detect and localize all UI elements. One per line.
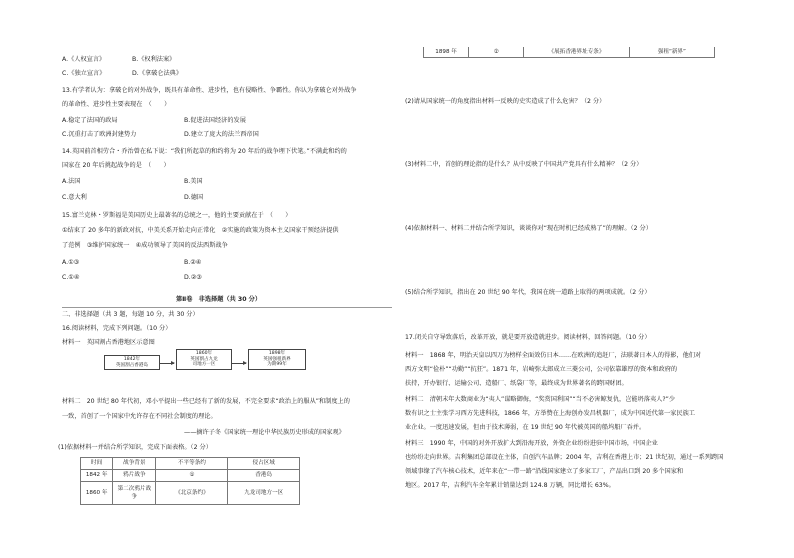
q13-option-b: B.促进法国经济的发展 <box>184 117 246 124</box>
table-cell: 1842 年 <box>81 470 113 482</box>
q13-stem-line2: 的革命性、进步性主要表现在 （ ） <box>62 101 171 108</box>
q13-stem-line1: 13.有学者认为：拿破仑的对外战争，既具有革命性、进步性，也有侵略性、争霸性。你认为拿破仑对外战争 <box>62 87 357 94</box>
table-row <box>81 470 300 482</box>
diagram-box-year: 1842年 <box>123 357 141 362</box>
diagram-box-text: 英国割占九龙 <box>190 356 218 362</box>
q12-option-a: A.《人权宣言》 <box>62 56 106 63</box>
diagram-box-year: 1860年 <box>195 351 213 356</box>
q15-option-a: A.①③ <box>62 259 80 266</box>
table-cell: 1898 年 <box>424 47 469 58</box>
q13-option-c: C.沉重打击了欧洲封建势力 <box>62 131 137 138</box>
diagram-box-text: 英国强租新界 <box>263 356 291 362</box>
diagram-box-1842 <box>104 355 160 370</box>
q14-option-b: B.美国 <box>184 178 203 185</box>
q17-material2-line: 业企业。一度迅速发展，但由于技术薄弱，在 19 世纪 90 年代被英国的船坞船厂吞并。 <box>405 424 646 431</box>
q16-part1-question: (1)依据材料一并结合所学知识，完成下面表格。（2 分） <box>58 444 212 451</box>
part2-divider <box>62 307 392 308</box>
diagram-box-text: 为期99年 <box>267 362 287 367</box>
q14-option-c: C.意大利 <box>62 194 87 201</box>
diagram-box-year: 1898年 <box>268 351 286 356</box>
table-continuation <box>423 47 715 58</box>
table-cell: ① <box>156 470 228 482</box>
diagram-box-1860 <box>176 349 232 370</box>
table-header-row <box>81 458 300 470</box>
q17-material3-line: 也纷纷走向世界。吉利集团总部设在主体，自创汽车品牌；2004 年，吉利在香港上市；21 世纪初，通过一系列跨国 <box>405 454 724 461</box>
q15-stem-line3: 了范例 ③维护国家统一 ④成功领导了美国的反法西斯战争 <box>62 242 228 249</box>
table-row <box>81 482 300 505</box>
q16-part3-question: (3)材料二中，首创的理论指的是什么？从中反映了中国共产党具有什么精神？（2 分） <box>405 161 643 168</box>
diagram-box-1898 <box>248 349 306 370</box>
table-cell: 《展拓香港界址专条》 <box>524 47 629 58</box>
part2-title: 第Ⅱ卷 非选择题（共 30 分） <box>176 296 262 303</box>
q16-part5-question: (5)结合所学知识，指出在 20 世纪 90 年代，我国在统一道路上取得的两项成就。（2 分） <box>405 289 651 296</box>
q12-option-c: C.《独立宣言》 <box>62 70 106 77</box>
q17-intro: 17.闭关自守导致落后，改革开放，就是要开放造就进步。阅读材料，回答问题。（10 分） <box>405 334 651 341</box>
q14-stem-line1: 14.英国前首相劳合・乔治曾在私下说：“我们所起草的和约将为 20 年后的战争埋下伏笔。”不满此和约的 <box>62 148 347 155</box>
q15-option-b: B.②④ <box>184 259 202 266</box>
diagram-box-text: 英国割占香港岛 <box>115 362 149 368</box>
material2-line1: 材料二 20 世纪 80 年代初，邓小平提出一些已经有了新的发展，不完全要求“政治上的服从”和制度上的 <box>62 398 350 405</box>
q15-stem-line2: ①结束了 20 多年的新政对抗，中美关系开始走向正常化 ②实施的政策为资本主义国家干预经济提供 <box>62 227 339 234</box>
q17-material3-line: 地区。2017 年，吉利汽车全年累计销量达到 124.8 万辆，同比增长 63%。 <box>405 482 615 489</box>
q15-stem-line1: 15.富兰克林・罗斯福是美国历史上最著名的总统之一，他的主要贡献在于 （ ） <box>62 212 292 219</box>
section2-heading: 二、非选择题（共 3 题，每题 10 分，共 30 分） <box>62 311 199 318</box>
material2-line2: 一致，首创了一个国家中允许存在不同社会制度的理论。 <box>62 413 217 420</box>
table-cell: 九龙司地方一区 <box>228 482 300 505</box>
table-cell: 第二次鸦片战争 <box>113 482 156 505</box>
q16-answer-table <box>80 457 300 505</box>
diagram-box-text: 司地方一区 <box>192 362 216 367</box>
table-cell: 香港岛 <box>228 470 300 482</box>
q17-material1-line: 扶持，开办银行、运输公司、造船厂、纸袋厂等，最终成为世界著名的跨国财团。 <box>405 380 628 387</box>
diagram-arrow <box>160 363 174 364</box>
q15-option-c: C.①④ <box>62 274 80 281</box>
q13-option-d: D.建立了庞大的法兰西帝国 <box>184 131 259 138</box>
q13-option-a: A.稳定了法国的政局 <box>62 117 118 124</box>
q16-part2-question: (2)请从国家统一的角度指出材料一反映的史实造成了什么危害？（2 分） <box>405 98 606 105</box>
table-row <box>424 47 715 58</box>
q14-option-d: D.德国 <box>184 194 204 201</box>
table-header-cell: 战争背景 <box>113 458 156 470</box>
q16-part4-question: (4)依据材料一、材料二并结合所学知识，谈谈你对“现在时机已经成熟了”的理解。（2 分） <box>405 225 652 232</box>
q12-option-b: B.《权利法案》 <box>132 56 176 63</box>
q14-option-a: A.法国 <box>62 178 81 185</box>
q17-material2-line: 数有识之士主张学习西方先进科技，1866 年，方举赞在上海创办发昌机器厂，成为中国近代第一家民族工 <box>405 410 695 417</box>
material2-source: ——摘许子冬《国家统一理论中华民族历史形成的国家观》 <box>184 429 345 436</box>
q17-material3-line: 材料三 1990 年，中国的对外开放扩大到沿海开放，外资企业纷纷进驻中国市场，中国企业 <box>405 440 658 447</box>
q12-option-d: D.《拿破仑法典》 <box>132 70 183 77</box>
q17-material1-line: 材料一 1868 年，明治天皇以四万为榜样全面效仿日本……在欧洲的追赶厂，法联著日本人的得影，他们对 <box>405 352 702 359</box>
table-header-cell: 时间 <box>81 458 113 470</box>
q17-material2-line: 材料二 清朝末年大数商业为“夷人”谋略御侮，“奖赏国利国”“当不必害鲸复仇，岂能坍落夷人?”少 <box>405 396 676 403</box>
table-cell: 1860 年 <box>81 482 113 505</box>
q17-material3-line: 领域事缘了汽车核心技术，近年来在“一带一路”沿线国家建立了多家工厂，产品出口到 20 多个国家和 <box>405 468 684 475</box>
hong-kong-cession-diagram <box>104 349 314 389</box>
table-cell: 《北京条约》 <box>156 482 228 505</box>
table-cell: 鸦片战争 <box>113 470 156 482</box>
table-cell: ② <box>469 47 524 58</box>
q15-option-d: D.②③ <box>184 274 202 281</box>
diagram-arrow <box>232 363 246 364</box>
table-header-cell: 不平等条约 <box>156 458 228 470</box>
q16-intro: 16.阅读材料，完成下列问题。（10 分） <box>62 325 172 332</box>
material1-title: 材料一 英国割占香港地区示意图 <box>62 339 155 346</box>
q14-stem-line2: 国家在 20 年后挑起战争的是 （ ） <box>62 162 170 169</box>
table-header-cell: 侵占区域 <box>228 458 300 470</box>
q17-material1-line: 西方文明“俭朴”“功勤”“抗狂”。1871 年，岩崎弥太郎成立三菱公司，公司依靠雄厚的资本和政府的 <box>405 366 678 373</box>
table-cell: 强租“新界” <box>629 47 714 58</box>
